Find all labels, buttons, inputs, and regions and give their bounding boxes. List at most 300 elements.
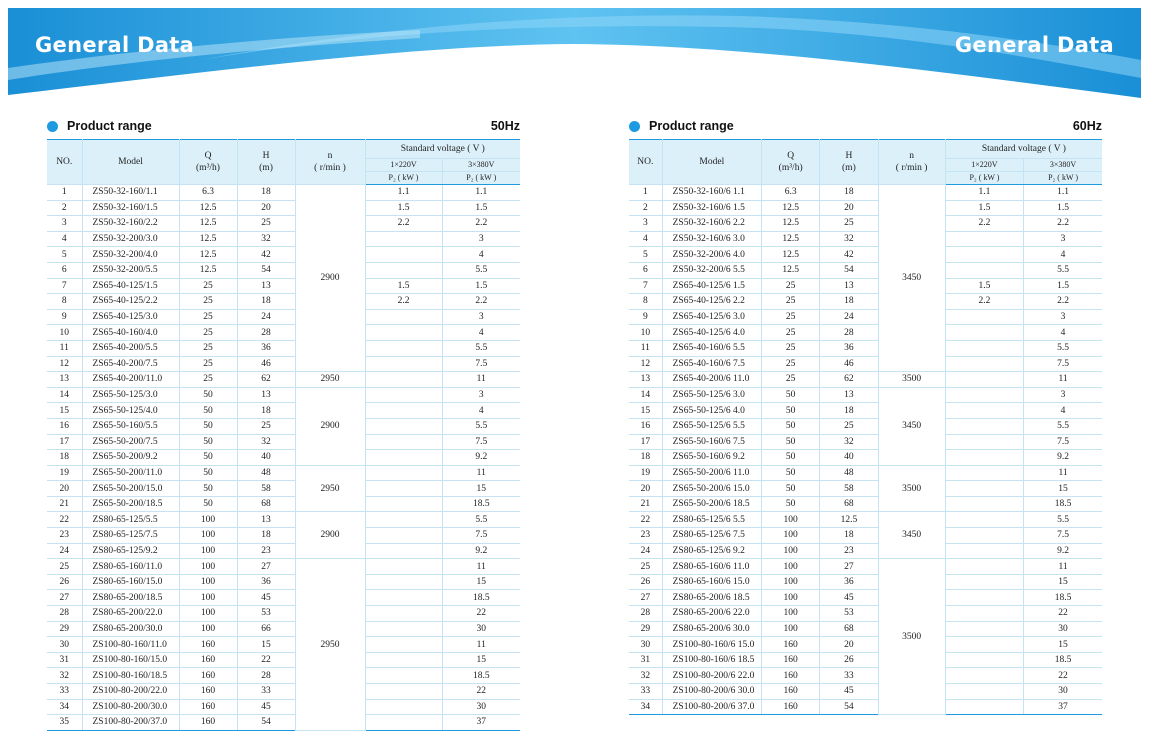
cell-q: 100 xyxy=(762,543,820,559)
table-row xyxy=(629,637,1102,653)
cell-q: 50 xyxy=(762,496,820,512)
cell-no: 28 xyxy=(629,606,662,622)
cell-p2-220 xyxy=(945,481,1023,497)
cell-h: 32 xyxy=(237,434,295,450)
cell-model: ZS50-32-160/6 3.0 xyxy=(662,231,761,247)
cell-p2-380: 4 xyxy=(1024,247,1102,263)
cell-no: 6 xyxy=(47,262,82,278)
cell-p2-220 xyxy=(365,668,442,684)
cell-p2-380: 9.2 xyxy=(442,450,520,466)
cell-p2-220 xyxy=(365,496,442,512)
cell-p2-380: 5.5 xyxy=(442,418,520,434)
cell-p2-380: 18.5 xyxy=(442,590,520,606)
cell-speed: 3450 xyxy=(878,387,945,465)
cell-p2-220: 1.1 xyxy=(945,185,1023,201)
n-unit: ( r/min ) xyxy=(314,163,346,173)
cell-q: 12.5 xyxy=(179,231,237,247)
cell-h: 53 xyxy=(820,606,878,622)
cell-h: 36 xyxy=(237,574,295,590)
cell-h: 33 xyxy=(237,684,295,700)
cell-h: 54 xyxy=(820,699,878,715)
cell-no: 6 xyxy=(629,262,662,278)
cell-p2-220 xyxy=(365,262,442,278)
h-unit: (m) xyxy=(259,163,273,173)
cell-p2-380: 2.2 xyxy=(442,294,520,310)
cell-p2-380: 11 xyxy=(1024,559,1102,575)
cell-p2-380: 11 xyxy=(442,559,520,575)
cell-h: 68 xyxy=(820,496,878,512)
cell-q: 100 xyxy=(179,590,237,606)
cell-h: 32 xyxy=(820,434,878,450)
cell-p2-220 xyxy=(365,621,442,637)
cell-p2-220 xyxy=(945,496,1023,512)
table-row xyxy=(47,403,520,419)
cell-h: 28 xyxy=(820,325,878,341)
table-row xyxy=(629,216,1102,232)
col-header-1x220v: 1×220V xyxy=(945,159,1023,172)
cell-p2-380: 22 xyxy=(442,606,520,622)
cell-no: 34 xyxy=(47,699,82,715)
cell-h: 48 xyxy=(820,465,878,481)
product-range-table xyxy=(47,139,520,731)
cell-p2-220: 1.5 xyxy=(365,200,442,216)
table-row xyxy=(47,621,520,637)
cell-no: 25 xyxy=(629,559,662,575)
cell-model: ZS50-32-200/3.0 xyxy=(82,231,179,247)
cell-q: 50 xyxy=(762,434,820,450)
cell-p2-380: 18.5 xyxy=(1024,590,1102,606)
cell-p2-220 xyxy=(365,387,442,403)
cell-model: ZS65-40-125/6 1.5 xyxy=(662,278,761,294)
cell-h: 66 xyxy=(237,621,295,637)
table-row xyxy=(629,418,1102,434)
table-row xyxy=(47,606,520,622)
table-row xyxy=(629,699,1102,715)
bullet-icon xyxy=(629,121,640,132)
cell-model: ZS100-80-200/6 30.0 xyxy=(662,684,761,700)
cell-p2-220 xyxy=(365,543,442,559)
cell-h: 45 xyxy=(237,590,295,606)
cell-model: ZS100-80-160/6 18.5 xyxy=(662,652,761,668)
cell-p2-380: 15 xyxy=(1024,481,1102,497)
cell-model: ZS80-65-125/6 7.5 xyxy=(662,528,761,544)
section-title: Product range xyxy=(67,119,152,133)
cell-no: 32 xyxy=(47,668,82,684)
cell-h: 53 xyxy=(237,606,295,622)
cell-no: 9 xyxy=(629,309,662,325)
panel-50hz xyxy=(47,118,520,731)
cell-p2-220: 2.2 xyxy=(945,216,1023,232)
cell-q: 50 xyxy=(179,387,237,403)
cell-no: 25 xyxy=(47,559,82,575)
table-row xyxy=(629,231,1102,247)
cell-q: 50 xyxy=(762,403,820,419)
col-header-no: NO. xyxy=(47,140,82,185)
cell-no: 10 xyxy=(47,325,82,341)
cell-no: 9 xyxy=(47,309,82,325)
cell-h: 62 xyxy=(237,372,295,388)
cell-p2-380: 22 xyxy=(442,684,520,700)
cell-model: ZS80-65-160/6 15.0 xyxy=(662,574,761,590)
cell-model: ZS100-80-160/18.5 xyxy=(82,668,179,684)
cell-h: 36 xyxy=(237,340,295,356)
table-row xyxy=(47,559,520,575)
table-row xyxy=(629,574,1102,590)
cell-q: 100 xyxy=(179,559,237,575)
table-row xyxy=(47,715,520,731)
table-row xyxy=(47,528,520,544)
cell-no: 31 xyxy=(629,652,662,668)
cell-p2-380: 1.5 xyxy=(1024,200,1102,216)
cell-no: 2 xyxy=(629,200,662,216)
col-header-3x380v: 3×380V xyxy=(442,159,520,172)
cell-model: ZS80-65-200/6 22.0 xyxy=(662,606,761,622)
table-row xyxy=(47,340,520,356)
panel-60hz xyxy=(629,118,1102,715)
cell-p2-220 xyxy=(945,372,1023,388)
col-header-p2-220: P₂ ( kW ) xyxy=(365,172,442,185)
cell-p2-220 xyxy=(365,309,442,325)
cell-p2-380: 18.5 xyxy=(442,668,520,684)
cell-h: 25 xyxy=(820,216,878,232)
table-row xyxy=(629,387,1102,403)
cell-no: 30 xyxy=(47,637,82,653)
table-row xyxy=(629,481,1102,497)
cell-h: 36 xyxy=(820,574,878,590)
cell-q: 100 xyxy=(762,590,820,606)
cell-p2-220 xyxy=(365,606,442,622)
cell-p2-220 xyxy=(365,715,442,731)
cell-p2-220 xyxy=(945,528,1023,544)
table-row xyxy=(47,278,520,294)
cell-q: 25 xyxy=(762,372,820,388)
cell-p2-220 xyxy=(365,418,442,434)
cell-p2-220 xyxy=(365,590,442,606)
table-row xyxy=(629,340,1102,356)
cell-h: 18 xyxy=(237,403,295,419)
cell-p2-380: 11 xyxy=(442,465,520,481)
cell-model: ZS65-50-160/6 9.2 xyxy=(662,450,761,466)
cell-h: 42 xyxy=(237,247,295,263)
cell-no: 18 xyxy=(47,450,82,466)
cell-no: 29 xyxy=(47,621,82,637)
cell-p2-380: 1.5 xyxy=(1024,278,1102,294)
cell-p2-220: 1.1 xyxy=(365,185,442,201)
cell-q: 100 xyxy=(762,559,820,575)
cell-speed: 2950 xyxy=(295,559,365,731)
cell-p2-220 xyxy=(945,559,1023,575)
cell-model: ZS80-65-160/6 11.0 xyxy=(662,559,761,575)
table-row xyxy=(629,512,1102,528)
cell-p2-220 xyxy=(945,262,1023,278)
cell-no: 14 xyxy=(629,387,662,403)
cell-p2-220 xyxy=(365,528,442,544)
cell-p2-380: 7.5 xyxy=(442,528,520,544)
cell-q: 25 xyxy=(179,309,237,325)
table-row xyxy=(47,450,520,466)
cell-q: 50 xyxy=(762,465,820,481)
cell-q: 160 xyxy=(179,668,237,684)
table-row xyxy=(47,684,520,700)
section-title: Product range xyxy=(649,119,734,133)
cell-q: 100 xyxy=(762,621,820,637)
cell-no: 19 xyxy=(629,465,662,481)
cell-h: 25 xyxy=(820,418,878,434)
cell-q: 50 xyxy=(762,387,820,403)
cell-q: 50 xyxy=(179,496,237,512)
cell-no: 5 xyxy=(47,247,82,263)
page-title-right: General Data xyxy=(954,33,1114,57)
cell-p2-380: 30 xyxy=(442,699,520,715)
cell-p2-220 xyxy=(945,450,1023,466)
cell-p2-380: 3 xyxy=(1024,309,1102,325)
cell-h: 25 xyxy=(237,418,295,434)
n-label: n xyxy=(327,151,333,161)
cell-model: ZS80-65-125/5.5 xyxy=(82,512,179,528)
cell-h: 22 xyxy=(237,652,295,668)
cell-h: 45 xyxy=(237,699,295,715)
cell-p2-380: 30 xyxy=(1024,621,1102,637)
cell-no: 15 xyxy=(47,403,82,419)
table-row xyxy=(47,247,520,263)
cell-no: 2 xyxy=(47,200,82,216)
cell-h: 18 xyxy=(237,294,295,310)
col-header-std-voltage: Standard voltage ( V ) xyxy=(945,140,1102,159)
cell-p2-380: 7.5 xyxy=(1024,356,1102,372)
cell-p2-380: 18.5 xyxy=(1024,496,1102,512)
cell-speed: 2900 xyxy=(295,512,365,559)
cell-model: ZS65-40-200/6 11.0 xyxy=(662,372,761,388)
table-row xyxy=(629,606,1102,622)
cell-h: 20 xyxy=(820,637,878,653)
col-header-n xyxy=(295,140,365,185)
cell-no: 33 xyxy=(47,684,82,700)
cell-no: 12 xyxy=(629,356,662,372)
cell-no: 30 xyxy=(629,637,662,653)
cell-h: 68 xyxy=(237,496,295,512)
cell-model: ZS50-32-200/6 4.0 xyxy=(662,247,761,263)
frequency-label: 60Hz xyxy=(1072,119,1102,133)
cell-model: ZS65-40-200/5.5 xyxy=(82,340,179,356)
cell-p2-220 xyxy=(945,403,1023,419)
col-header-p2-380: P₂ ( kW ) xyxy=(1024,172,1102,185)
cell-no: 26 xyxy=(629,574,662,590)
cell-p2-380: 5.5 xyxy=(1024,262,1102,278)
cell-q: 25 xyxy=(762,278,820,294)
cell-q: 12.5 xyxy=(179,216,237,232)
cell-speed: 2950 xyxy=(295,465,365,512)
cell-p2-220 xyxy=(365,699,442,715)
cell-p2-220 xyxy=(945,543,1023,559)
cell-model: ZS65-50-200/18.5 xyxy=(82,496,179,512)
cell-no: 21 xyxy=(47,496,82,512)
table-row xyxy=(629,496,1102,512)
table-row xyxy=(629,325,1102,341)
table-row xyxy=(47,434,520,450)
cell-p2-380: 5.5 xyxy=(442,340,520,356)
table-row xyxy=(47,356,520,372)
cell-p2-380: 5.5 xyxy=(1024,512,1102,528)
cell-h: 12.5 xyxy=(820,512,878,528)
cell-no: 22 xyxy=(47,512,82,528)
cell-h: 27 xyxy=(820,559,878,575)
cell-p2-220 xyxy=(945,247,1023,263)
cell-p2-220 xyxy=(365,684,442,700)
table-row xyxy=(47,418,520,434)
cell-p2-220 xyxy=(945,387,1023,403)
cell-q: 25 xyxy=(179,325,237,341)
cell-q: 160 xyxy=(179,637,237,653)
cell-p2-220 xyxy=(365,325,442,341)
table-row xyxy=(629,621,1102,637)
product-range-table xyxy=(629,139,1102,715)
cell-model: ZS65-50-200/6 11.0 xyxy=(662,465,761,481)
cell-p2-380: 1.1 xyxy=(1024,185,1102,201)
cell-model: ZS65-40-200/11.0 xyxy=(82,372,179,388)
cell-q: 50 xyxy=(762,450,820,466)
cell-h: 26 xyxy=(820,652,878,668)
cell-no: 1 xyxy=(629,185,662,201)
cell-no: 3 xyxy=(47,216,82,232)
cell-h: 58 xyxy=(237,481,295,497)
cell-model: ZS65-50-160/6 7.5 xyxy=(662,434,761,450)
cell-q: 25 xyxy=(762,294,820,310)
cell-speed: 3450 xyxy=(878,512,945,559)
cell-p2-380: 37 xyxy=(442,715,520,731)
cell-h: 46 xyxy=(820,356,878,372)
cell-q: 25 xyxy=(179,294,237,310)
cell-no: 16 xyxy=(47,418,82,434)
cell-p2-220 xyxy=(945,699,1023,715)
cell-h: 18 xyxy=(237,528,295,544)
cell-no: 16 xyxy=(629,418,662,434)
cell-model: ZS65-50-200/11.0 xyxy=(82,465,179,481)
cell-q: 100 xyxy=(179,574,237,590)
page-title-left: General Data xyxy=(35,33,195,57)
cell-h: 68 xyxy=(820,621,878,637)
table-row xyxy=(629,668,1102,684)
cell-p2-220 xyxy=(945,231,1023,247)
cell-no: 5 xyxy=(629,247,662,263)
cell-h: 24 xyxy=(820,309,878,325)
cell-model: ZS80-65-125/6 5.5 xyxy=(662,512,761,528)
cell-model: ZS50-32-160/6 1.1 xyxy=(662,185,761,201)
cell-model: ZS65-50-125/6 3.0 xyxy=(662,387,761,403)
cell-no: 13 xyxy=(629,372,662,388)
cell-no: 26 xyxy=(47,574,82,590)
table-row xyxy=(629,543,1102,559)
cell-p2-220 xyxy=(365,247,442,263)
table-body xyxy=(47,185,520,731)
section-header xyxy=(629,118,1102,136)
cell-q: 50 xyxy=(762,481,820,497)
table-row xyxy=(47,465,520,481)
cell-model: ZS50-32-160/6 1.5 xyxy=(662,200,761,216)
cell-no: 7 xyxy=(47,278,82,294)
cell-q: 12.5 xyxy=(762,262,820,278)
cell-p2-220 xyxy=(365,434,442,450)
cell-q: 25 xyxy=(179,340,237,356)
table-row xyxy=(629,450,1102,466)
cell-q: 100 xyxy=(762,574,820,590)
table-row xyxy=(629,294,1102,310)
cell-p2-220 xyxy=(365,340,442,356)
cell-p2-220 xyxy=(945,418,1023,434)
cell-q: 50 xyxy=(179,481,237,497)
n-unit: ( r/min ) xyxy=(895,163,928,173)
cell-p2-380: 2.2 xyxy=(1024,216,1102,232)
table-row xyxy=(47,294,520,310)
cell-h: 18 xyxy=(820,294,878,310)
cell-q: 50 xyxy=(179,434,237,450)
h-unit: (m) xyxy=(842,163,856,173)
cell-p2-220 xyxy=(945,465,1023,481)
cell-p2-380: 11 xyxy=(442,372,520,388)
table-row xyxy=(47,309,520,325)
cell-p2-380: 3 xyxy=(442,387,520,403)
cell-p2-380: 9.2 xyxy=(1024,450,1102,466)
cell-h: 32 xyxy=(820,231,878,247)
cell-no: 24 xyxy=(47,543,82,559)
cell-h: 45 xyxy=(820,590,878,606)
cell-h: 28 xyxy=(237,668,295,684)
cell-model: ZS65-50-200/9.2 xyxy=(82,450,179,466)
cell-no: 4 xyxy=(47,231,82,247)
h-label: H xyxy=(262,151,270,161)
cell-model: ZS65-40-125/1.5 xyxy=(82,278,179,294)
table-row xyxy=(629,465,1102,481)
cell-h: 23 xyxy=(820,543,878,559)
cell-model: ZS80-65-160/11.0 xyxy=(82,559,179,575)
table-row xyxy=(47,668,520,684)
cell-q: 12.5 xyxy=(762,231,820,247)
cell-p2-220 xyxy=(365,559,442,575)
table-row xyxy=(629,247,1102,263)
cell-p2-380: 5.5 xyxy=(442,512,520,528)
cell-no: 8 xyxy=(47,294,82,310)
cell-h: 62 xyxy=(820,372,878,388)
cell-model: ZS80-65-125/6 9.2 xyxy=(662,543,761,559)
cell-no: 8 xyxy=(629,294,662,310)
cell-h: 20 xyxy=(820,200,878,216)
cell-model: ZS100-80-200/37.0 xyxy=(82,715,179,731)
cell-q: 25 xyxy=(762,325,820,341)
cell-p2-220 xyxy=(945,325,1023,341)
cell-p2-220 xyxy=(365,512,442,528)
table-row xyxy=(47,200,520,216)
cell-h: 23 xyxy=(237,543,295,559)
cell-model: ZS80-65-200/6 30.0 xyxy=(662,621,761,637)
col-header-q xyxy=(762,140,820,185)
table-row xyxy=(629,185,1102,201)
col-header-p2-380: P₂ ( kW ) xyxy=(442,172,520,185)
cell-model: ZS50-32-160/2.2 xyxy=(82,216,179,232)
cell-q: 25 xyxy=(179,372,237,388)
cell-q: 12.5 xyxy=(179,262,237,278)
cell-q: 50 xyxy=(179,418,237,434)
cell-h: 13 xyxy=(237,278,295,294)
cell-p2-380: 37 xyxy=(1024,699,1102,715)
table-row xyxy=(629,684,1102,700)
table-row xyxy=(47,652,520,668)
cell-no: 35 xyxy=(47,715,82,731)
cell-p2-220 xyxy=(945,621,1023,637)
table-row xyxy=(629,559,1102,575)
cell-p2-380: 5.5 xyxy=(442,262,520,278)
col-header-model: Model xyxy=(662,140,761,185)
cell-model: ZS100-80-160/11.0 xyxy=(82,637,179,653)
cell-model: ZS65-50-200/15.0 xyxy=(82,481,179,497)
